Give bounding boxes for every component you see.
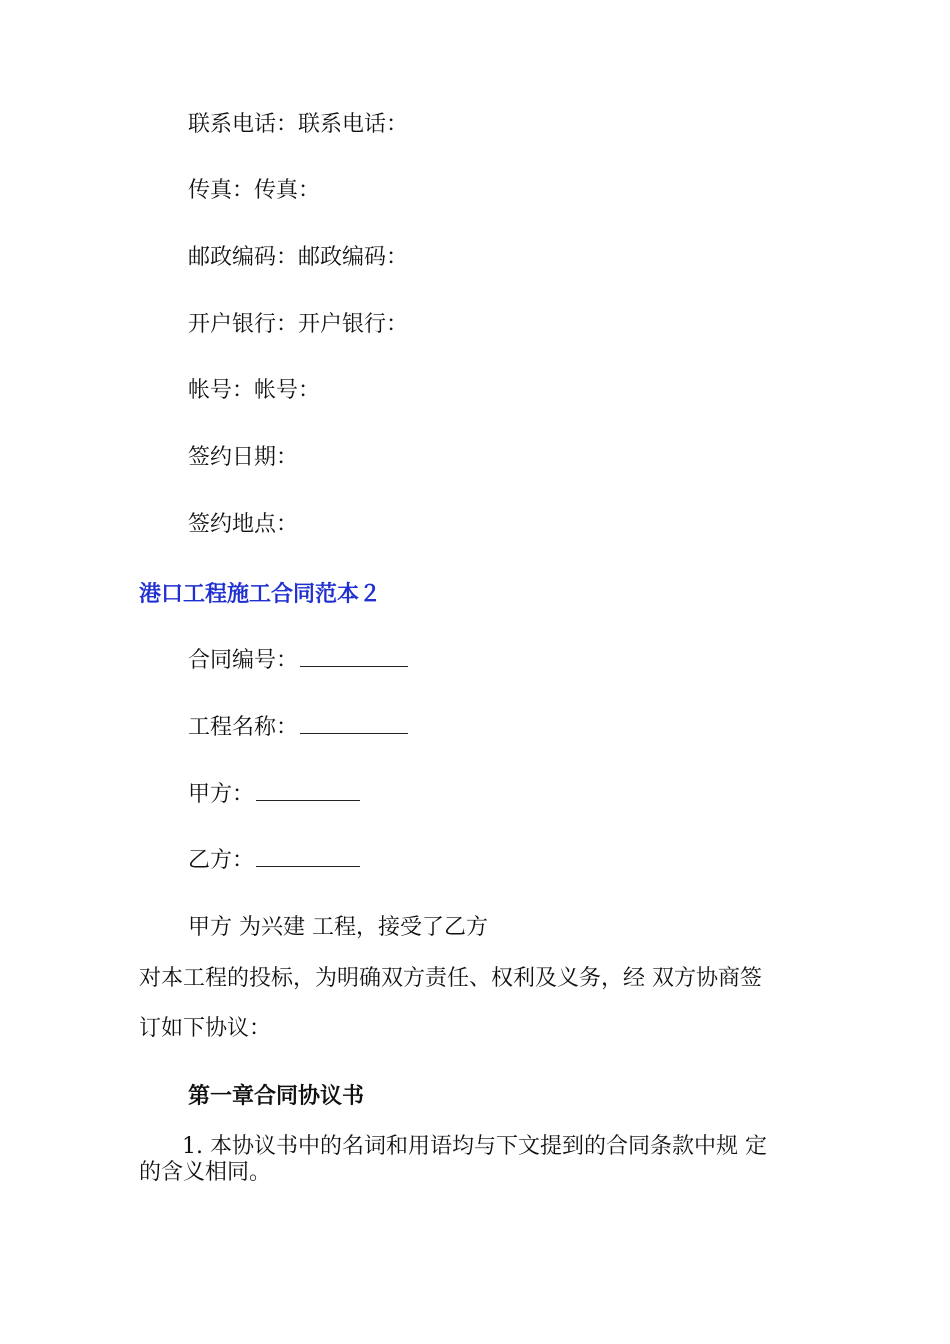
project-name-field (188, 713, 408, 743)
contact-phone-line: 联系电话：联系电话： (188, 112, 409, 137)
section-title: 港口工程施工合同范本２ (139, 582, 382, 607)
party-b-field (188, 846, 360, 876)
intro-line-2: 对本工程的投标，为明确双方责任、权利及义务，经 双方协商签 (139, 966, 762, 991)
contact-postcode-line: 邮政编码：邮政编码： (188, 245, 409, 270)
project-name-blank (300, 715, 408, 734)
contract-number-blank (300, 648, 408, 667)
party-b-label: 乙方： (188, 848, 255, 873)
party-b-blank (256, 848, 360, 867)
party-a-blank (256, 782, 360, 801)
clause-1-line-1: 1. 本协议书中的名词和用语均与下文提到的合同条款中规 定 (182, 1134, 767, 1159)
project-name-label: 工程名称： (188, 715, 299, 740)
intro-line-3: 订如下协议： (139, 1016, 272, 1041)
contact-bank-line: 开户银行：开户银行： (188, 312, 409, 337)
intro-line-1: 甲方 为兴建 工程，接受了乙方 (188, 915, 488, 940)
party-a-field (188, 780, 360, 810)
contact-account-line: 帐号：帐号： (188, 378, 321, 403)
contract-number-label: 合同编号： (188, 648, 299, 673)
contract-number-field (188, 646, 408, 676)
party-a-label: 甲方： (188, 782, 255, 807)
chapter-title: 第一章合同协议书 (188, 1084, 365, 1109)
sign-place-line: 签约地点： (188, 512, 299, 537)
sign-date-line: 签约日期： (188, 445, 299, 470)
contact-fax-line: 传真：传真： (188, 178, 321, 203)
clause-1-line-2: 的含义相同。 (139, 1160, 272, 1185)
